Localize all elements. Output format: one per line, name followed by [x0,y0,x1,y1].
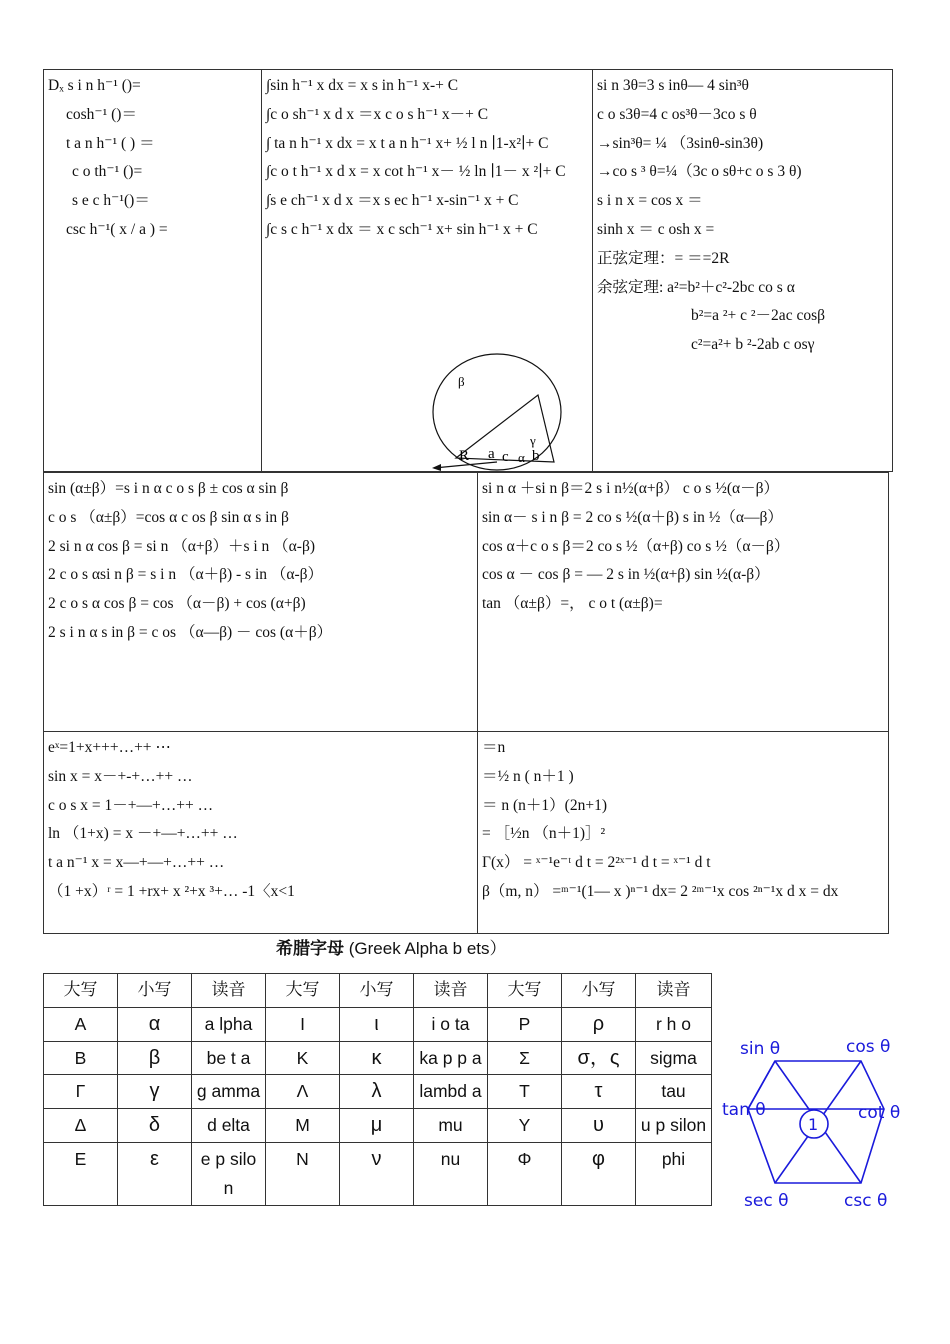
lower-letter: φ [562,1142,636,1205]
label-a: a [488,446,495,462]
formula-line: cos α － cos β = — 2 s in ½(α+β) sin ½(α-β） [482,566,770,584]
formula-line: sin α－ s i n β = 2 co s ½(α＋β) s in ½（α—β） [482,508,783,526]
formula-line: eˣ=1+x+++…++ ⋯ [48,739,171,756]
upper-letter: Σ [488,1041,562,1075]
pronunciation: sigma [636,1041,712,1075]
sin-label: sin θ [740,1039,781,1059]
formula-line: →co s ³ θ=¼（3c o sθ+c o s 3 θ) [597,163,802,181]
formula-line: ＝½ n ( n＋1 ) [482,767,574,785]
upper-letter: Λ [266,1075,340,1109]
triangle-circle-diagram [422,350,572,476]
lower-letter: δ [118,1109,192,1143]
lower-letter: ρ [562,1007,636,1041]
label-b: b [532,448,540,464]
formula-line: csc h⁻¹( x / a ) = [66,220,168,238]
formula-line: ∫c o sh⁻¹ x d x ＝x c o s h⁻¹ x－+ C [266,105,489,123]
pronunciation: be t a [192,1041,266,1075]
formula-line: ＝ n (n＋1）(2n+1) [482,796,607,814]
lower-letter: κ [340,1041,414,1075]
table-row [44,1075,712,1109]
formula-line: cosh⁻¹ ()＝ [66,105,137,123]
lower-letter: σ，ς [562,1041,636,1075]
pronunciation: tau [636,1075,712,1109]
formula-line: Dₓ s i n h⁻¹ ()= [48,77,141,94]
upper-letter: Κ [266,1041,340,1075]
upper-letter: Υ [488,1109,562,1143]
formula-line: sin (α±β）=s i n α c o s β ± cos α sin β [48,480,289,497]
arrow-head [432,464,441,471]
formula-line: ∫c o t h⁻¹ x d x = x cot h⁻¹ x－ ½ ln ∣1－ x ²∣+ C [266,163,566,181]
cosine-law-line: 余弦定理: a²=b²＋c²-2bc co s α [597,278,795,296]
formula-line: sin x = x－+-+…++ … [48,767,193,785]
label-gamma: γ [530,433,536,448]
label-c: c [502,449,509,465]
label-alpha: α [518,450,525,465]
table-row [44,1007,712,1041]
upper-letter: Α [44,1007,118,1041]
pronunciation: i o ta [414,1007,488,1041]
greek-alphabet-title [276,934,507,959]
pronunciation: e p silo n [192,1142,266,1205]
formula-line: sinh x ＝ c osh x = [597,220,715,238]
sine-law-line: 正弦定理：= ＝=2R [597,249,730,267]
lower-letter: γ [118,1075,192,1109]
pronunciation: g amma [192,1075,266,1109]
upper-letter: Ε [44,1142,118,1205]
formula-line: si n α ＋si n β＝2 s i n½(α+β） c o s ½(α－β） [482,480,780,497]
upper-letter: Β [44,1041,118,1075]
label-beta: β [458,374,465,389]
lower-letter: λ [340,1075,414,1109]
formula-line: t a n h⁻¹ ( ) ＝ [66,134,155,152]
header-upper: 大写 [266,974,340,1008]
formula-line: （1 +x）ʳ = 1 +rx+ x ²+x ³+… -1〈x<1 [48,882,295,900]
cot-label: cot θ [858,1103,901,1123]
greek-alphabet-table [43,973,712,1206]
greek-title-rest: (Greek Alpha b ets） [348,939,507,958]
upper-letter: Ρ [488,1007,562,1041]
formula-line: t a n⁻¹ x = x—+—+…++ … [48,854,225,872]
table-row [44,1041,712,1075]
formula-line: ln （1+x) = x －+—+…++ … [48,825,238,843]
lower-letter: μ [340,1109,414,1143]
formula-line: →sin³θ= ¼ （3sinθ-sin3θ) [597,134,764,152]
formula-line: ＝n [482,739,506,756]
taylor-series-cell [44,732,477,933]
lower-letter: ε [118,1142,192,1205]
product-to-sum-cell [44,473,477,731]
formula-line: 2 si n α cos β = si n （α+β）＋s i n （α-β) [48,537,316,555]
lower-letter: ι [340,1007,414,1041]
upper-letter: Ι [266,1007,340,1041]
cosine-law-line: c²=a²+ b ²-2ab c osγ [691,336,815,354]
sum-to-product-cell [477,473,888,731]
header-pronunciation: 读音 [192,974,266,1008]
sec-label: sec θ [744,1191,789,1211]
header-upper: 大写 [488,974,562,1008]
series-block [43,731,889,934]
gamma-function-line: Γ(x） = ˣ⁻¹e⁻ᵗ d t = 2²ˣ⁻¹ d t = ˣ⁻¹ d t [482,854,711,872]
formula-line: ∫c s c h⁻¹ x dx ＝ x c sch⁻¹ x+ sin h⁻¹ x + C [266,220,538,238]
formula-line: c o s x = 1－+—+…++ … [48,796,214,814]
formula-line: cos α＋c o s β＝2 co s ½（α+β) co s ½（α－β） [482,537,790,555]
hyperbolic-derivatives-cell [44,70,261,471]
cos-label: cos θ [846,1037,891,1057]
upper-letter: Γ [44,1075,118,1109]
pronunciation: lambd a [414,1075,488,1109]
header-pronunciation: 读音 [636,974,712,1008]
formula-line: si n 3θ=3 s inθ— 4 sin³θ [597,77,749,94]
lower-letter: α [118,1007,192,1041]
triple-angle-cell [592,70,892,471]
table-header-row [44,974,712,1008]
pronunciation: a lpha [192,1007,266,1041]
upper-letter: Τ [488,1075,562,1109]
sum-product-block [43,472,889,732]
beta-function-line: β（m, n） =ᵐ⁻¹(1— x )ⁿ⁻¹ dx= 2 ²ᵐ⁻¹x cos ²ⁿ⁻¹x d x = dx [482,882,839,900]
lower-letter: υ [562,1109,636,1143]
label-R: R [459,448,470,464]
table-row [44,1142,712,1205]
center-one-label: 1 [808,1115,819,1134]
header-lower: 小写 [340,974,414,1008]
formula-line: s e c h⁻¹()＝ [72,192,150,210]
header-lower: 小写 [562,974,636,1008]
formula-line: 2 s i n α s in β = c os （α—β) － cos (α＋β） [48,623,333,641]
table-row [44,1109,712,1143]
formula-line: tan （α±β）=， c o t (α±β)= [482,595,663,613]
pronunciation: ka p p a [414,1041,488,1075]
greek-title-bold: 希腊字母 [276,939,344,958]
formula-line: ∫ ta n h⁻¹ x dx = x t a n h⁻¹ x+ ½ l n ∣1-x²∣+ C [266,134,549,152]
pronunciation: nu [414,1142,488,1205]
trig-identity-hexagon [718,1025,918,1225]
formula-line: c o th⁻¹ ()= [72,163,143,181]
lower-letter: τ [562,1075,636,1109]
formula-line: c o s （α±β）=cos α c os β sin α s in β [48,508,289,526]
header-pronunciation: 读音 [414,974,488,1008]
formula-line: s i n x = cos x ＝ [597,192,703,210]
formula-line: 2 c o s αsi n β = s i n （α＋β) - s in （α-β） [48,566,324,584]
formula-line: = ［½n （n＋1)］² [482,825,606,843]
formula-line: c o s3θ=4 c os³θ－3co s θ [597,105,757,123]
header-lower: 小写 [118,974,192,1008]
sums-gamma-beta-cell [477,732,888,933]
pronunciation: mu [414,1109,488,1143]
lower-letter: ν [340,1142,414,1205]
pronunciation: r h o [636,1007,712,1041]
formula-line: ∫s e ch⁻¹ x d x ＝x s ec h⁻¹ x-sin⁻¹ x + C [266,192,519,210]
csc-label: csc θ [844,1191,888,1211]
upper-letter: Δ [44,1109,118,1143]
formula-line: 2 c o s α cos β = cos （α－β) + cos (α+β) [48,595,306,613]
upper-letter: Ν [266,1142,340,1205]
pronunciation: phi [636,1142,712,1205]
cosine-law-line: b²=a ²+ c ²－2ac cosβ [691,307,825,325]
upper-letter: Μ [266,1109,340,1143]
upper-letter: Φ [488,1142,562,1205]
pronunciation: d elta [192,1109,266,1143]
pronunciation: u p silon [636,1109,712,1143]
tan-label: tan θ [722,1100,766,1120]
formula-line: ∫sin h⁻¹ x dx = x s in h⁻¹ x-+ C [266,77,459,94]
lower-letter: β [118,1041,192,1075]
header-upper: 大写 [44,974,118,1008]
